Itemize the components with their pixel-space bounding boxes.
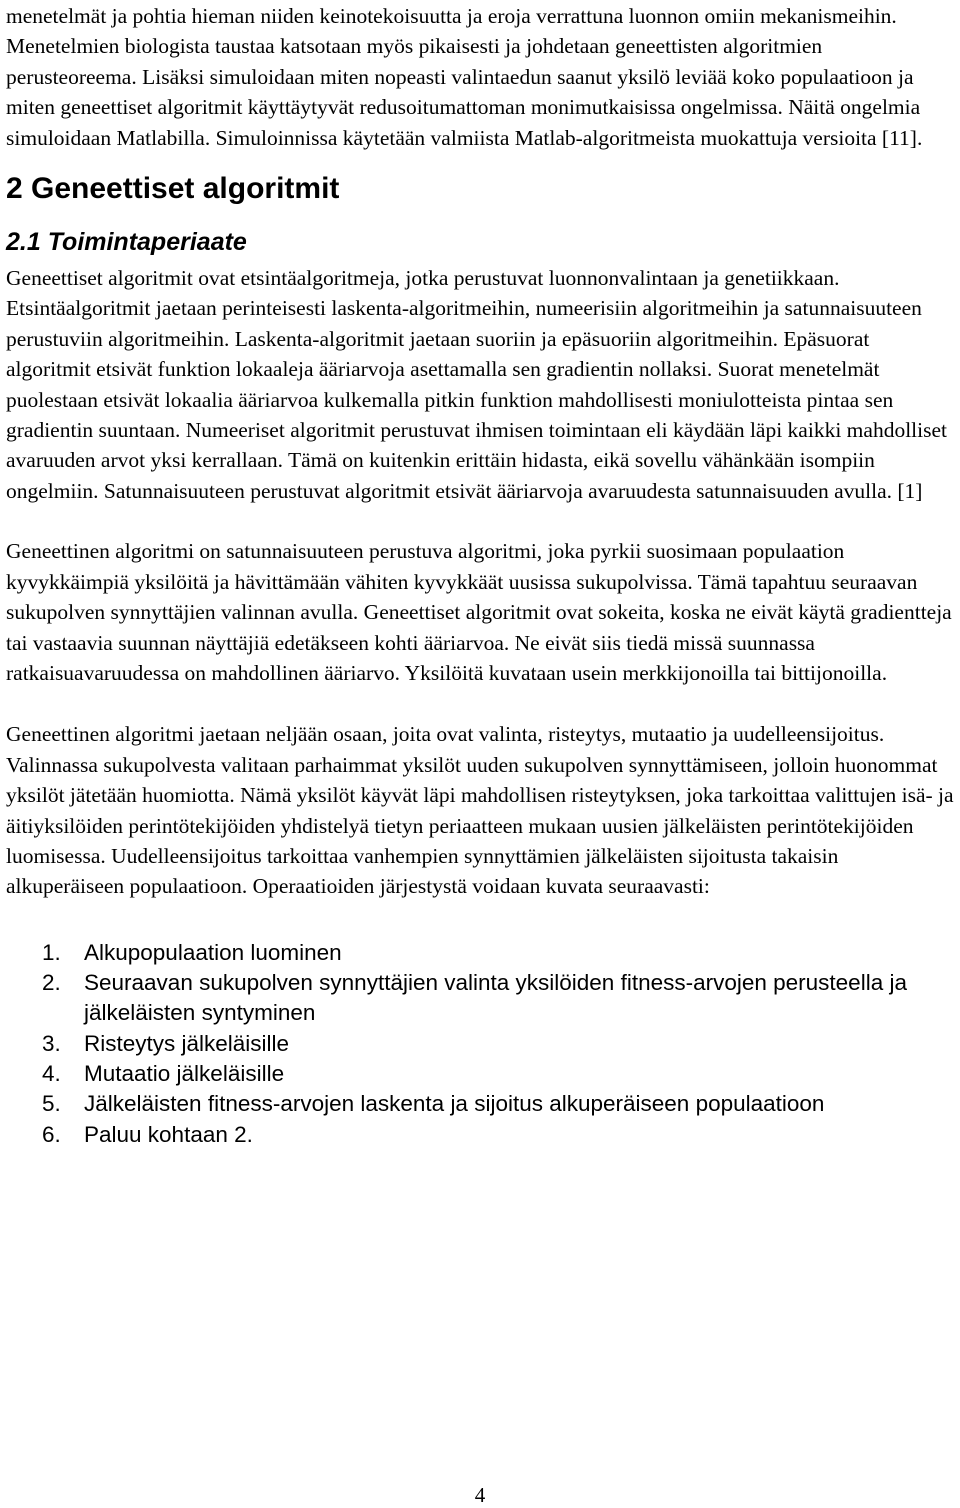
list-item xyxy=(6,1059,956,1089)
list-item-number: 6. xyxy=(42,1121,61,1147)
list-item-text: Jälkeläisten fitness-arvojen laskenta ja sijoitus alkuperäiseen populaatioon xyxy=(84,1091,825,1117)
list-item xyxy=(6,938,956,968)
list-item-number: 5. xyxy=(42,1091,61,1117)
section-heading: 2 Geneettiset algoritmit xyxy=(6,172,340,206)
list-item-number: 2. xyxy=(42,970,61,996)
principle-paragraph: Geneettiset algoritmit ovat etsintäalgoritmeja, jotka perustuvat luonnonvalintaan ja genetiikkaan. Etsintäalgoritmit jaetaan perinteisesti laskenta-algoritmeihin, numeerisiin algoritmeihin ja satunnaisuuteen perustuviin algoritmeihin. Laskenta-algoritmit jaetaan suoriin ja epäsuoriin algoritmeihin. Epäsuorat algoritmit etsivät funktion lokaaleja ääriarvoja asettamalla sen gradientin nollaksi. Suorat menetelmät puolestaan etsivät lokaalia ääriarvoa kulkemalla pitkin funktion mahdollisesti moniulotteista pintaa sen gradientin suuntaan. Numeeriset algoritmit perustuvat ihmisen toimintaan eli käydään läpi kaikki mahdolliset avaruuden arvot yksi kerrallaan. Tämä on kuitenkin erittäin hidasta, eikä sovellu vähänkään isompiin ongelmiin. Satunnaisuuteen perustuvat algoritmit etsivät ääriarvoja avaruudesta satunnaisuuden avulla. [1] xyxy=(6,266,947,503)
list-item-text: Alkupopulaation luominen xyxy=(84,939,342,965)
list-item xyxy=(6,1120,956,1150)
list-item-text: Risteytys jälkeläisille xyxy=(84,1030,290,1056)
document-page xyxy=(6,0,956,1150)
list-item-number: 1. xyxy=(42,939,61,965)
genetic-algorithm-paragraph: Geneettinen algoritmi on satunnaisuuteen perustuva algoritmi, joka pyrkii suosimaan populaation kyvykkäimpiä yksilöitä ja hävittämään vähiten kyvykkäät uusissa sukupolvissa. Tämä tapahtuu seuraavan sukupolven synnyttäjien valinnan avulla. Geneettiset algoritmit ovat sokeita, koska ne eivät käytä gradientteja tai vastaavia suunnan näyttäjiä edetäkseen kohti ääriarvoa. Ne eivät siis tiedä missä suunnassa ratkaisuavaruudessa on mahdollinen ääriarvo. Yksilöitä kuvataan usein merkkijonoilla tai bittijonoilla. xyxy=(6,539,952,685)
list-item-number: 3. xyxy=(42,1030,61,1056)
operation-steps-list xyxy=(6,938,956,1150)
page-number: 4 xyxy=(474,1483,486,1507)
list-item-text: Mutaatio jälkeläisille xyxy=(84,1060,285,1086)
list-item-number: 4. xyxy=(42,1060,61,1086)
list-item xyxy=(6,1029,956,1059)
list-item xyxy=(6,968,956,1029)
subsection-heading: 2.1 Toimintaperiaate xyxy=(6,228,247,257)
list-item-text: Paluu kohtaan 2. xyxy=(84,1121,253,1147)
list-item xyxy=(6,1089,956,1119)
intro-paragraph: menetelmät ja pohtia hieman niiden keinotekoisuutta ja eroja verrattuna luonnon omiin mekanismeihin. Menetelmien biologista taustaa katsotaan myös pikaisesti ja johdetaan geneettisten algoritmien perusteoreema. Lisäksi simuloidaan miten nopeasti valintaedun saanut yksilö leviää koko populaatioon ja miten geneettiset algoritmit käyttäytyvät redusoitumattoman monimutkaisissa ongelmissa. Näitä ongelmia simuloidaan Matlabilla. Simuloinnissa käytetään valmiista Matlab-algoritmeista muokattuja versioita [11]. xyxy=(6,4,923,150)
list-item-text: Seuraavan sukupolven synnyttäjien valinta yksilöiden fitness-arvojen perusteella ja jälkeläisten syntyminen xyxy=(84,970,907,1026)
algorithm-parts-paragraph: Geneettinen algoritmi jaetaan neljään osaan, joita ovat valinta, risteytys, mutaatio ja uudelleensijoitus. Valinnassa sukupolvesta valitaan parhaimmat yksilöt uuden sukupolven synnyttämiseen, jolloin huonommat yksilöt jätetään huomiotta. Nämä yksilöt käyvät läpi mahdollisen risteytyksen, joka tarkoittaa valittujen isä- ja äitiyksilöiden perintötekijöiden yhdistelyä tietyn periaatteen mukaan uusien jälkeläisten perintötekijöiden luomisessa. Uudelleensijoitus tarkoittaa vanhempien synnyttämien jälkeläisten sijoitusta takaisin alkuperäiseen populaatioon. Operaatioiden järjestystä voidaan kuvata seuraavasti: xyxy=(6,722,954,899)
